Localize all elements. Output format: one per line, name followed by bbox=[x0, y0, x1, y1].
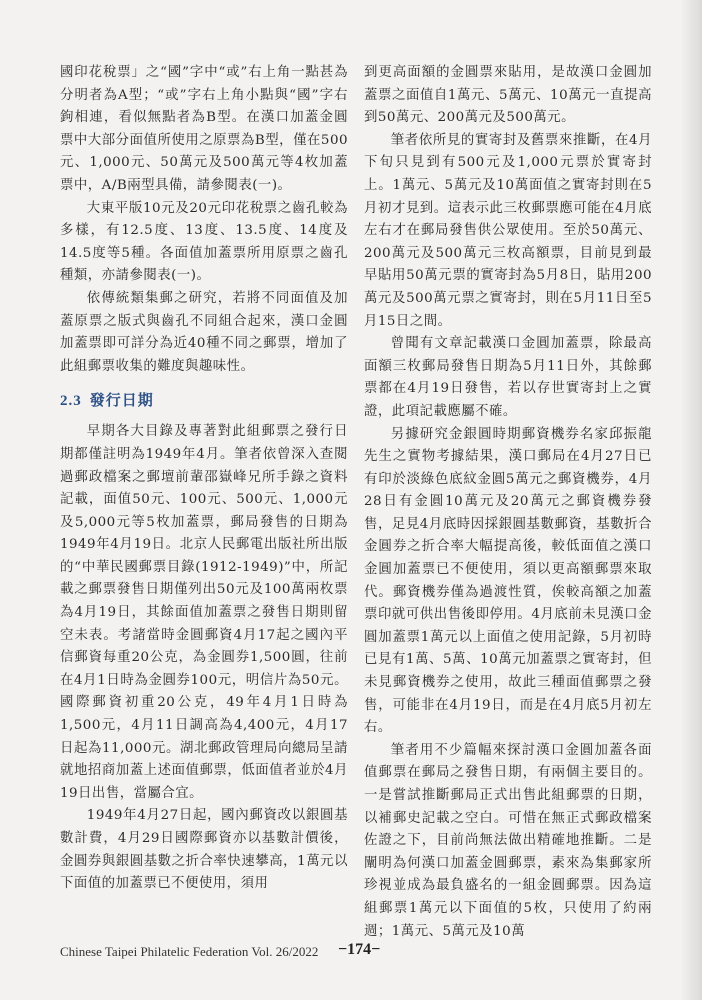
paragraph: 曾聞有文章記載漢口金圓加蓋票，除最高面額三枚郵局發售日期為5月11日外，其餘郵票都在4月19日發售，若以存世實寄封上之實證，此項記載應屬不確。 bbox=[364, 336, 652, 419]
page-edge-shadow bbox=[680, 0, 702, 1000]
journal-footer: Chinese Taipei Philatelic Federation Vol. 26/2022 bbox=[60, 944, 319, 959]
paragraph: 筆者依所見的實寄封及舊票來推斷，在4月下旬只見到有500元及1,000元票於實寄封上。1萬元、5萬元及10萬面值之實寄封則在5月初才見到。這表示此三枚郵票應可能在4月底左右才在郵局發售供公眾使用。至於50萬元、200萬元及500萬元三枚高額票，目前見到最早貼用50萬元票的實寄封為5月8日，貼用200萬元及500萬元票之實寄封，則在5月11日至5月15日之間。 bbox=[364, 132, 652, 329]
section-title: 發行日期 bbox=[89, 391, 154, 410]
left-column bbox=[60, 62, 348, 896]
page-number: −174− bbox=[338, 941, 381, 958]
paragraph: 1949年4月27日起，國內郵資改以銀圓基數計費，4月29日國際郵資亦以基數計價後，金圓券與銀圓基數之折合率快速攀高，1萬元以下面值的加蓋票已不便使用，須用 bbox=[60, 808, 348, 892]
paragraph: 到更高面額的金圓票來貼用，是故漢口金圓加蓋票之面值自1萬元、5萬元、10萬元一直提高到50萬元、200萬元及500萬元。 bbox=[364, 65, 652, 126]
paragraph: 大東平版10元及20元印花稅票之齒孔較為多樣，有12.5度、13度、13.5度、14度及14.5度等5種。各面值加蓋票所用原票之齒孔種類，亦請參閱表(一)。 bbox=[60, 200, 348, 284]
paragraph: 依傳統類集郵之研究，若將不同面值及加蓋原票之版式與齒孔不同組合起來，漢口金圓加蓋票即可詳分為近40種不同之郵票，增加了此組郵票收集的難度與趣味性。 bbox=[60, 290, 348, 374]
paragraph: 早期各大目錄及專著對此組郵票之發行日期都僅註明為1949年4月。筆者依曾深入查閱過郵政檔案之郵壇前輩邵嶽峰兄所手錄之資料記載，面值50元、100元、500元、1,000元及5,000元等5枚加蓋票，郵局發售的日期為1949年4月19日。北京人民郵電出版社所出版的“中華民國郵票目錄(1912-1949)”中，所記載之郵票發售日期僅列出50元及100萬兩枚票為4月19日，其餘面值加蓋票之發售日期則留空未表。考諸當時金圓郵資4月17起之國內平信郵資每重20公克，為金圓券1,500圓，往前在4月1日時為金圓券100元，明信片為50元。國際郵資初重20公克，49年4月1日時為1,500元，4月11日調高為4,400元，4月17日起為11,000元。湖北郵政管理局向總局呈請就地招商加蓋上述面值郵票，低面值者並於4月19日出售，當屬合宜。 bbox=[60, 424, 348, 801]
paragraph: 國印花稅票」之“國”字中“或”右上角一點甚為分明者為A型；“或”字右上角小點與“國”字右鉤相連，看似無點者為B型。在漢口加蓋金圓票中大部分面值所使用之原票為B型，僅在500元、1,000元、50萬元及500萬元等4枚加蓋票中，A/B兩型具備，請參閱表(一)。 bbox=[60, 65, 348, 193]
section-heading bbox=[60, 388, 348, 413]
right-column bbox=[364, 62, 652, 943]
paragraph: 筆者用不少篇幅來探討漢口金圓加蓋各面值郵票在郵局之發售日期，有兩個主要目的。一是嘗試推斷郵局正式出售此組郵票的日期，以補郵史記載之空白。可惜在無正式郵政檔案佐證之下，目前尚無法做出精確地推斷。二是闡明為何漢口加蓋金圓郵票，素來為集郵家所珍視並成為最負盛名的一組金圓郵票。因為這組郵票1萬元以下面值的5枚，只使用了約兩週；1萬元、5萬元及10萬 bbox=[364, 742, 652, 939]
section-number: 2.3 bbox=[60, 393, 82, 410]
paragraph: 另據研究金銀圓時期郵資機券名家邱振龍先生之實物考據結果，漢口郵局在4月27日已有印於淡綠色底紋金圓5萬元之郵資機券，4月28日有金圓10萬元及20萬元之郵資機券發售，足見4月底時因採銀圓基數郵資，基數折合金圓券之折合率大幅提高後，較低面值之漢口金圓加蓋票已不便使用，須以更高額郵票來取代。郵資機券僅為過渡性質，俟較高額之加蓋票印就可供出售後即停用。4月底前未見漢口金圓加蓋票1萬元以上面值之使用記錄，5月初時已見有1萬、5萬、10萬元加蓋票之實寄封，但未見郵資機券之使用，故此三種面值郵票之發售，可能非在4月19日，而是在4月底5月初左右。 bbox=[364, 426, 652, 736]
